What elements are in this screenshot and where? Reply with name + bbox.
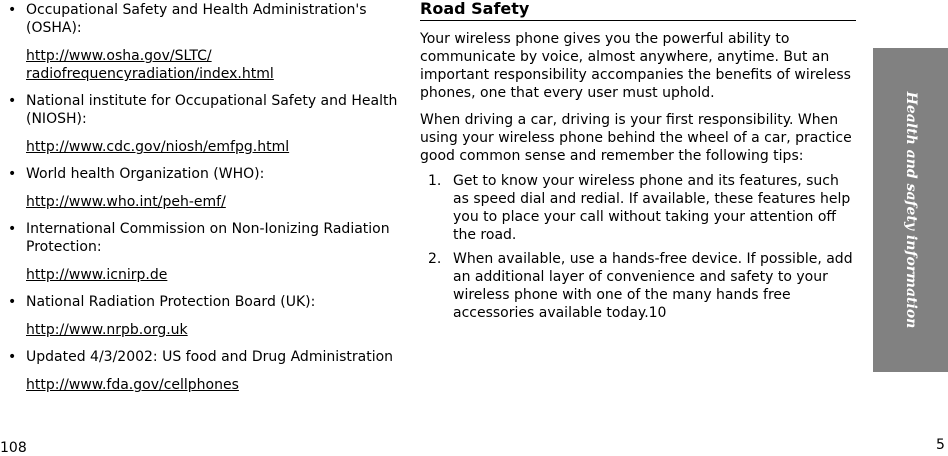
reference-item-fda: [8, 348, 408, 394]
driving-paragraph: When driving a car, driving is your first responsibility. When using your wireless phone behind the wheel of a car, practice good common sense and remember the following tips:: [420, 112, 852, 164]
reference-link[interactable]: http://www.who.int/peh-emf/: [26, 194, 226, 210]
reference-link[interactable]: http://www.fda.gov/cellphones: [26, 377, 239, 393]
reference-item-osha: [8, 1, 408, 83]
reference-title: Occupational Safety and Health Administration's (OSHA):: [26, 2, 367, 36]
tips-list: [420, 172, 856, 322]
tip-item: [420, 172, 856, 244]
tip-text: Get to know your wireless phone and its features, such as speed dial and redial. If available, these features help you to place your call without taking your attention off the road.: [453, 173, 851, 243]
reference-title: Updated 4/3/2002: US food and Drug Administration: [26, 349, 394, 365]
road-safety-section: [420, 0, 856, 322]
reference-item-who: [8, 165, 408, 211]
reference-link[interactable]: http://www.nrpb.org.uk: [26, 322, 188, 338]
reference-title: International Commission on Non-Ionizing Radiation Protection:: [26, 221, 390, 255]
bullet-icon: •: [8, 349, 17, 365]
reference-item-icnirp: [8, 220, 408, 284]
bullet-icon: •: [8, 93, 17, 109]
reference-title: National institute for Occupational Safety and Health (NIOSH):: [26, 93, 398, 127]
bullet-icon: •: [8, 294, 17, 310]
reference-link[interactable]: http://www.cdc.gov/niosh/emfpg.html: [26, 139, 290, 155]
reference-title: World health Organization (WHO):: [26, 166, 265, 182]
bullet-icon: •: [8, 221, 17, 237]
tip-number: 1.: [428, 173, 442, 189]
tip-item: [420, 250, 856, 322]
reference-link[interactable]: http://www.osha.gov/SLTC/ radiofrequencyradiation/index.html: [26, 48, 274, 82]
reference-item-niosh: [8, 92, 408, 156]
reference-link[interactable]: http://www.icnirp.de: [26, 267, 168, 283]
section-title: Road Safety: [420, 0, 856, 21]
reference-list: [8, 1, 408, 394]
page-number-left: 108: [0, 440, 27, 456]
chapter-tab-label: Health and safety information: [902, 91, 919, 329]
references-column: [8, 0, 408, 394]
tip-text: When available, use a hands-free device. If possible, add an additional layer of convenience and safety to your wireless phone with one of the many hands free accessories available today.10: [453, 251, 853, 321]
reference-title: National Radiation Protection Board (UK):: [26, 294, 316, 310]
reference-item-nrpb: [8, 293, 408, 339]
page-number-right: 5: [936, 437, 945, 453]
chapter-side-tab: [873, 48, 948, 372]
bullet-icon: •: [8, 2, 17, 18]
bullet-icon: •: [8, 166, 17, 182]
tip-number: 2.: [428, 251, 442, 267]
intro-paragraph: Your wireless phone gives you the powerful ability to communicate by voice, almost anywhere, anytime. But an important responsibility accompanies the benefits of wireless phones, one that every user must uphold.: [420, 31, 851, 101]
